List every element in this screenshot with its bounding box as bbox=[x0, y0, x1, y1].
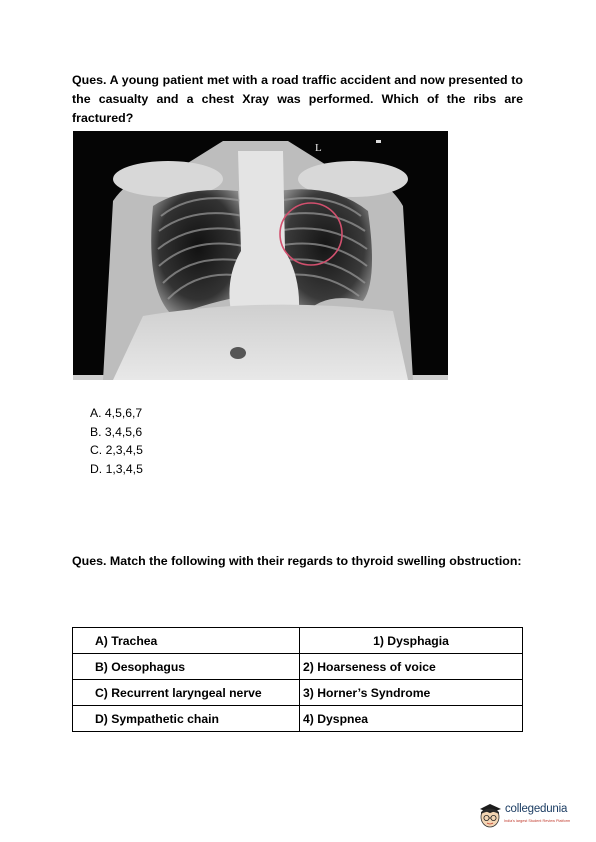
left-cell: B) Oesophagus bbox=[73, 654, 300, 680]
table-row bbox=[73, 654, 523, 680]
option-d[interactable]: D. 1,3,4,5 bbox=[90, 461, 143, 476]
option-b[interactable]: B. 3,4,5,6 bbox=[90, 424, 143, 439]
xray-side-marker: L bbox=[315, 142, 322, 154]
chest-xray-image bbox=[73, 131, 448, 380]
left-cell: D) Sympathetic chain bbox=[73, 706, 300, 732]
answer-options bbox=[90, 404, 143, 478]
right-cell: 3) Horner’s Syndrome bbox=[300, 680, 523, 706]
right-cell: 2) Hoarseness of voice bbox=[300, 654, 523, 680]
left-cell: C) Recurrent laryngeal nerve bbox=[73, 680, 300, 706]
right-cell: 1) Dysphagia bbox=[300, 628, 523, 654]
option-c[interactable]: C. 2,3,4,5 bbox=[90, 443, 143, 457]
logo-tagline: India's largest Student Review Platform bbox=[504, 819, 571, 823]
table-row bbox=[73, 628, 523, 654]
table-row bbox=[73, 706, 523, 732]
right-cell: 4) Dyspnea bbox=[300, 706, 523, 732]
logo-wordmark: collegedunia bbox=[505, 803, 568, 815]
question-1-text: Ques. A young patient met with a road traffic accident and now presented to the casualty and a chest Xray was performed. Which of the ribs are fractured? bbox=[72, 73, 523, 125]
match-table bbox=[72, 627, 523, 732]
left-cell: A) Trachea bbox=[73, 628, 300, 654]
option-a[interactable]: A. 4,5,6,7 bbox=[90, 406, 143, 420]
table-row bbox=[73, 680, 523, 706]
question-2-text: Ques. Match the following with their regards to thyroid swelling obstruction: bbox=[72, 554, 522, 568]
